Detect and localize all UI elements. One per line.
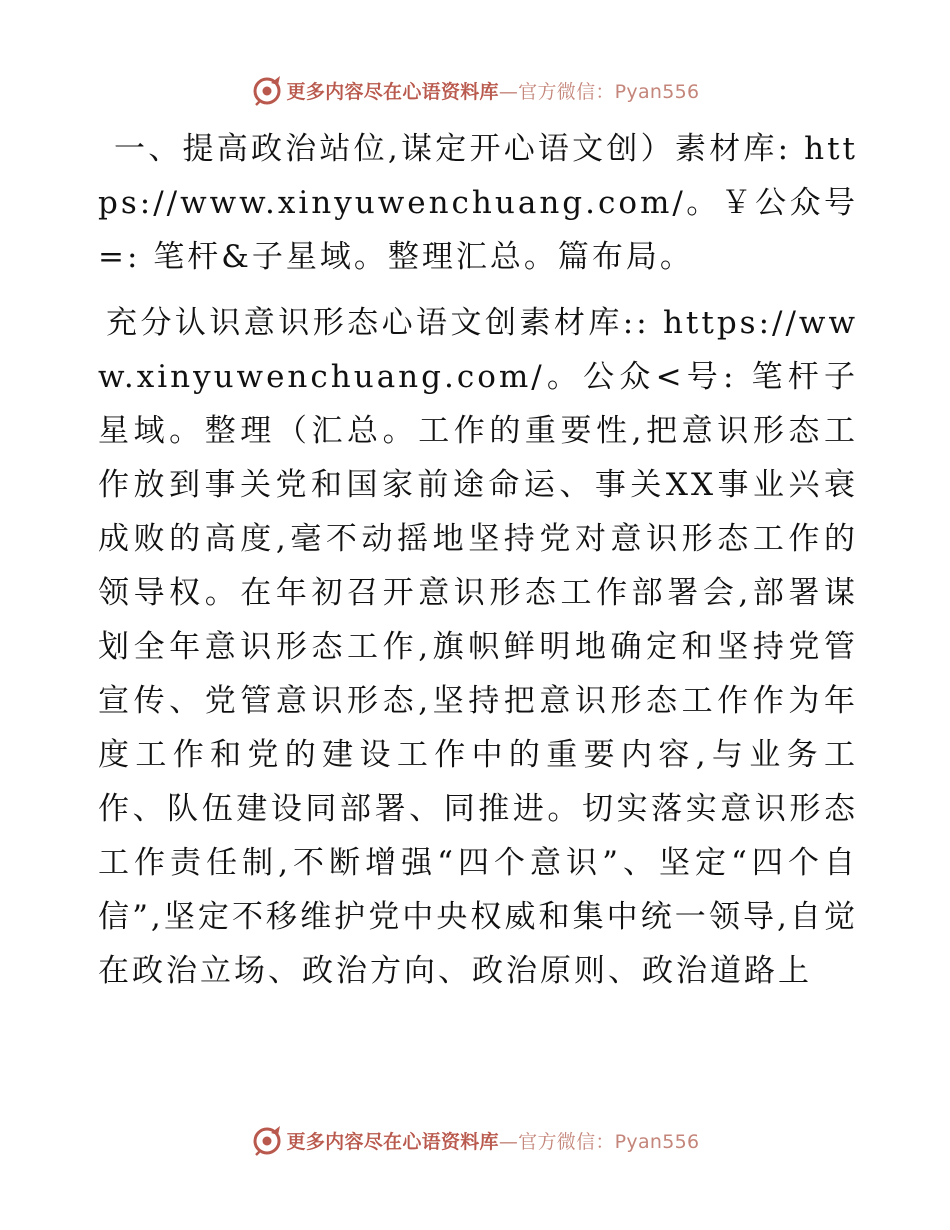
footer-banner-text [287, 1127, 700, 1154]
paragraph-2: 充分认识意识形态心语文创素材库:: https://www.xinyuwenchuang.com/。公众<号: 笔杆子星域。整理（汇总。工作的重要性,把意识形态工作放到事关党和国家前途命运、事关XX事业兴衰成败的高度,毫不动摇地坚持党对意识形态工作的领导权。在年初召开意识形态工作部署会,部署谋划全年意识形态工作,旗帜鲜明地确定和坚持党管宣传、党管意识形态,坚持把意识形态工作作为年度工作和党的建设工作中的重要内容,与业务工作、队伍建设同部署、同推进。切实落实意识形态工作责任制,不断增强“四个意识”、坚定“四个自信”,坚定不移维护党中央权威和集中统一领导,自觉在政治立场、政治方向、政治原则、政治道路上 [98, 305, 858, 989]
header-banner-title: 更多内容尽在心语资料库 [286, 80, 499, 103]
header-banner [0, 70, 950, 110]
footer-banner-separator: — [498, 1130, 519, 1153]
header-banner-text [287, 77, 700, 104]
header-banner-separator: — [498, 80, 519, 103]
header-banner-contact: 官方微信：Pyan556 [518, 80, 700, 103]
paragraph-1: 一、提高政治站位,谋定开心语文创）素材库: https://www.xinyuwenchuang.com/。￥公众号=: 笔杆&子星域。整理汇总。篇布局。 [98, 131, 858, 275]
footer-banner-contact: 官方微信：Pyan556 [518, 1130, 700, 1153]
brand-logo-icon [251, 1124, 283, 1156]
footer-banner-title: 更多内容尽在心语资料库 [286, 1130, 499, 1153]
document-body [98, 122, 858, 998]
brand-logo-icon [251, 74, 283, 106]
footer-banner [0, 1120, 950, 1160]
